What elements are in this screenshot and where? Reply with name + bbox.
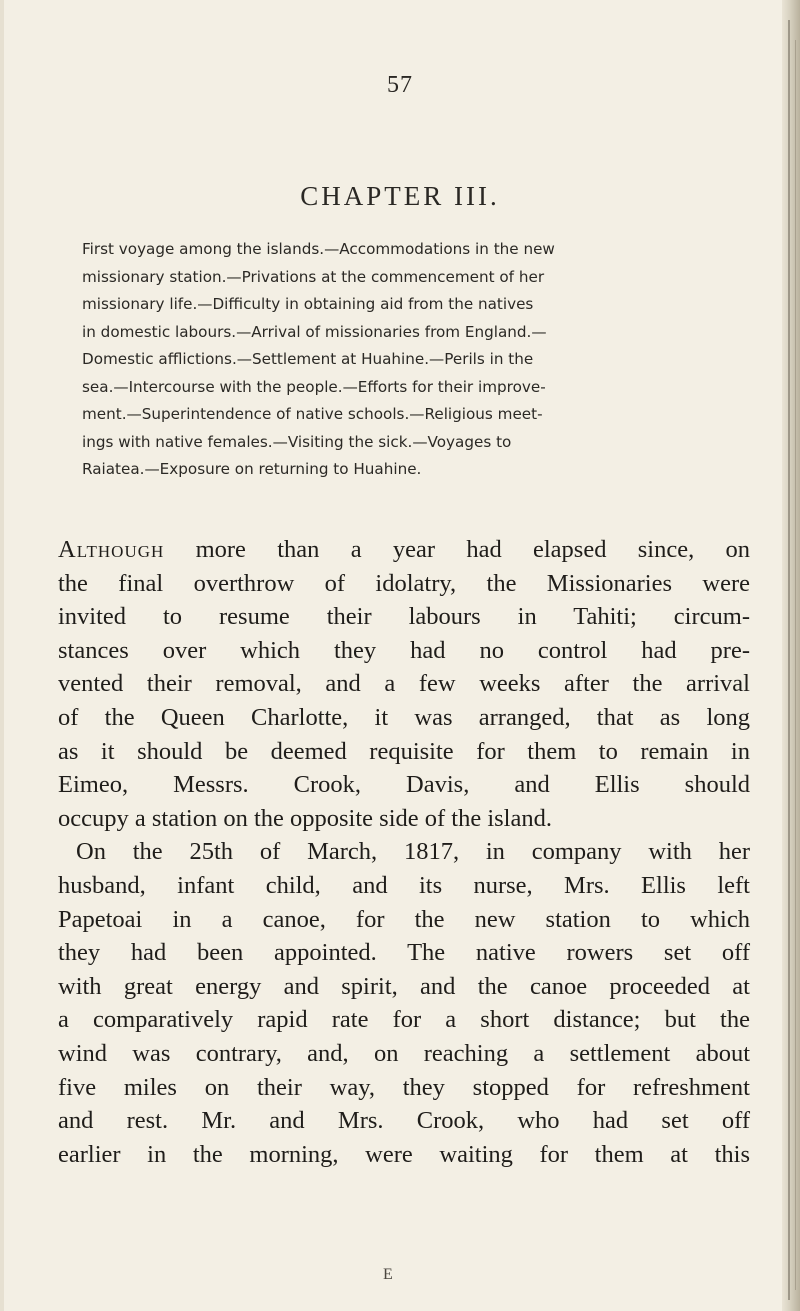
chapter-synopsis: [82, 236, 722, 484]
body-line: and rest. Mr. and Mrs. Crook, who had set off: [58, 1107, 750, 1135]
synopsis-line: in domestic labours.—Arrival of missionaries from England.—: [82, 322, 547, 341]
body-line: of the Queen Charlotte, it was arranged, that as long: [58, 703, 750, 731]
page-number: 57: [387, 72, 413, 98]
body-line: invited to resume their labours in Tahiti; circum-: [58, 603, 750, 631]
body-line: earlier in the morning, were waiting for them at this: [58, 1140, 750, 1168]
body-line: as it should be deemed requisite for them to remain in: [58, 737, 750, 765]
body-line: wind was contrary, and, on reaching a settlement about: [58, 1039, 750, 1067]
binding-line-secondary: [795, 40, 796, 1290]
synopsis-line: sea.—Intercourse with the people.—Efforts for their improve-: [82, 377, 546, 396]
body-first-line: [58, 533, 750, 567]
body-line: husband, infant child, and its nurse, Mrs. Ellis left: [58, 871, 750, 899]
body-line: occupy a station on the opposite side of the island.: [58, 804, 552, 832]
body-line: stances over which they had no control had pre-: [58, 636, 750, 664]
synopsis-line: Domestic afflictions.—Settlement at Huahine.—Perils in the: [82, 350, 534, 368]
synopsis-line: ment.—Superintendence of native schools.—Religious meet-: [82, 405, 543, 423]
body-line: a comparatively rapid rate for a short distance; but the: [58, 1006, 750, 1034]
body-line: five miles on their way, they stopped for refreshment: [58, 1073, 750, 1101]
chapter-body: [58, 533, 750, 1171]
synopsis-line: ings with native females.—Visiting the sick.—Voyages to: [82, 432, 512, 451]
synopsis-line: First voyage among the islands.—Accommodations in the new: [82, 240, 555, 258]
body-line: with great energy and spirit, and the canoe proceeded at: [58, 972, 750, 1000]
body-line: Papetoai in a canoe, for the new station to which: [58, 905, 750, 933]
body-paragraph-start: On the 25th of March, 1817, in company with her: [76, 838, 750, 866]
body-line: the final overthrow of idolatry, the Missionaries were: [58, 569, 750, 597]
synopsis-line: Raiatea.—Exposure on returning to Huahine.: [82, 460, 422, 478]
body-line-text: more than a year had elapsed since, on: [164, 536, 750, 563]
signature-mark: E: [383, 1266, 393, 1283]
drop-word: Although: [58, 536, 165, 563]
chapter-title: CHAPTER III.: [300, 181, 500, 211]
synopsis-line: missionary station.—Privations at the commencement of her: [82, 267, 545, 286]
body-line: vented their removal, and a few weeks after the arrival: [58, 670, 750, 698]
body-line: they had been appointed. The native rowers set off: [58, 939, 750, 967]
body-line: Eimeo, Messrs. Crook, Davis, and Ellis should: [58, 771, 750, 799]
binding-line: [788, 20, 790, 1300]
synopsis-line: missionary life.—Difficulty in obtaining aid from the natives: [82, 295, 534, 313]
